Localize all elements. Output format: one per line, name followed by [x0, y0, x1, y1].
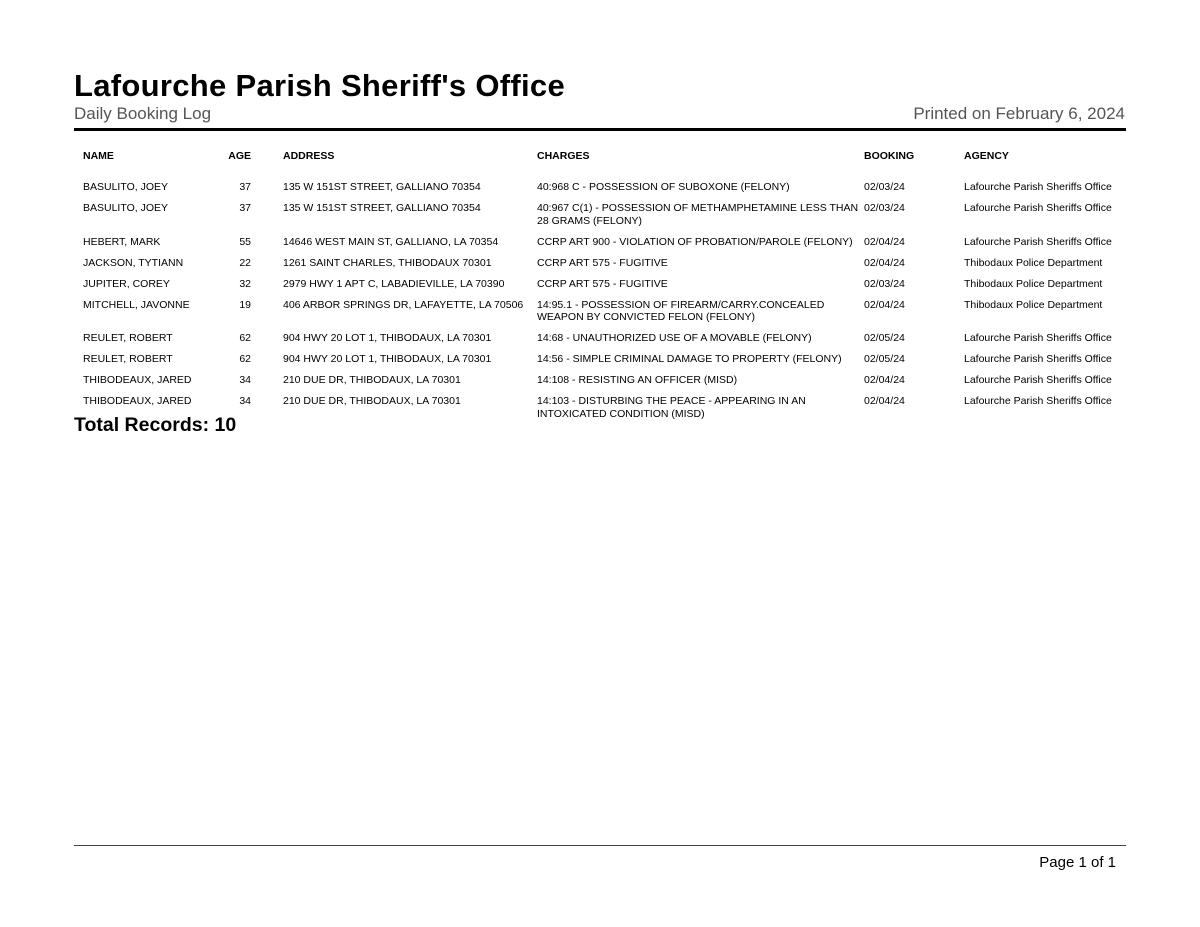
- cell-address: 1261 SAINT CHARLES, THIBODAUX 70301: [283, 256, 492, 269]
- column-header-age: AGE: [228, 150, 251, 162]
- cell-agency: Lafourche Parish Sheriffs Office: [964, 181, 1112, 193]
- column-header-agency: AGENCY: [964, 150, 1009, 162]
- printed-date: Printed on February 6, 2024: [913, 104, 1125, 123]
- table-row: [74, 295, 1134, 329]
- cell-age: 37: [239, 202, 251, 214]
- cell-booking-date: 02/04/24: [864, 395, 905, 407]
- cell-name: THIBODEAUX, JARED: [83, 395, 192, 407]
- cell-address: 210 DUE DR, THIBODAUX, LA 70301: [283, 374, 461, 386]
- cell-booking-date: 02/03/24: [864, 202, 905, 214]
- cell-age: 62: [239, 332, 251, 344]
- table-row: [74, 198, 1134, 232]
- column-header-address: ADDRESS: [283, 150, 335, 162]
- cell-age: 34: [239, 374, 251, 386]
- cell-name: JUPITER, COREY: [83, 277, 170, 290]
- table-row: [74, 370, 1134, 391]
- table-row: [74, 177, 1134, 198]
- cell-address: 210 DUE DR, THIBODAUX, LA 70301: [283, 395, 461, 407]
- report-subtitle: Daily Booking Log: [74, 104, 212, 123]
- cell-booking-date: 02/04/24: [864, 256, 905, 269]
- booking-table: [74, 142, 1134, 425]
- cell-agency: Thibodaux Police Department: [964, 298, 1103, 311]
- cell-charges: 40:968 C - POSSESSION OF SUBOXONE (FELONY): [537, 181, 790, 193]
- cell-booking-date: 02/04/24: [864, 235, 905, 248]
- cell-agency: Lafourche Parish Sheriffs Office: [964, 332, 1112, 344]
- cell-agency: Lafourche Parish Sheriffs Office: [964, 235, 1112, 248]
- cell-charges: 14:95.1 - POSSESSION OF FIREARM/CARRY.CONCEALED WEAPON BY CONVICTED FELON (FELONY): [537, 298, 825, 323]
- cell-name: THIBODEAUX, JARED: [83, 374, 192, 386]
- cell-charges: 14:56 - SIMPLE CRIMINAL DAMAGE TO PROPERTY (FELONY): [537, 353, 842, 365]
- table-row: [74, 253, 1134, 274]
- cell-agency: Lafourche Parish Sheriffs Office: [964, 374, 1112, 386]
- cell-age: 19: [239, 298, 251, 311]
- cell-charges: CCRP ART 575 - FUGITIVE: [537, 256, 668, 269]
- cell-age: 55: [239, 235, 251, 248]
- cell-address: 2979 HWY 1 APT C, LABADIEVILLE, LA 70390: [283, 277, 505, 290]
- cell-agency: Thibodaux Police Department: [964, 256, 1103, 269]
- table-row: [74, 274, 1134, 295]
- cell-name: REULET, ROBERT: [83, 353, 173, 365]
- cell-agency: Lafourche Parish Sheriffs Office: [964, 395, 1112, 407]
- cell-name: HEBERT, MARK: [83, 235, 161, 248]
- cell-address: 135 W 151ST STREET, GALLIANO 70354: [283, 181, 481, 193]
- cell-booking-date: 02/05/24: [864, 353, 905, 365]
- cell-booking-date: 02/05/24: [864, 332, 905, 344]
- cell-age: 62: [239, 353, 251, 365]
- cell-address: 904 HWY 20 LOT 1, THIBODAUX, LA 70301: [283, 353, 492, 365]
- header-divider: [74, 128, 1126, 131]
- cell-name: REULET, ROBERT: [83, 332, 173, 344]
- cell-booking-date: 02/04/24: [864, 298, 905, 311]
- column-header-charges: CHARGES: [537, 150, 590, 162]
- cell-age: 37: [239, 181, 251, 193]
- cell-address: 14646 WEST MAIN ST, GALLIANO, LA 70354: [283, 235, 499, 248]
- cell-age: 22: [239, 256, 251, 269]
- total-records: Total Records: 10: [74, 414, 237, 436]
- cell-agency: Thibodaux Police Department: [964, 277, 1103, 290]
- cell-charges: 14:108 - RESISTING AN OFFICER (MISD): [537, 374, 738, 386]
- cell-agency: Lafourche Parish Sheriffs Office: [964, 202, 1112, 214]
- table-header-row: [74, 142, 1134, 177]
- cell-age: 32: [239, 277, 251, 290]
- cell-address: 135 W 151ST STREET, GALLIANO 70354: [283, 202, 481, 214]
- cell-agency: Lafourche Parish Sheriffs Office: [964, 353, 1112, 365]
- cell-booking-date: 02/04/24: [864, 374, 905, 386]
- cell-address: 904 HWY 20 LOT 1, THIBODAUX, LA 70301: [283, 332, 492, 344]
- table-row: [74, 349, 1134, 370]
- column-header-booking: BOOKING: [864, 150, 915, 162]
- cell-charges: CCRP ART 900 - VIOLATION OF PROBATION/PAROLE (FELONY): [537, 235, 853, 248]
- cell-age: 34: [239, 395, 251, 407]
- table-row: [74, 232, 1134, 253]
- page-title: Lafourche Parish Sheriff's Office: [74, 68, 566, 103]
- table-row: [74, 328, 1134, 349]
- page-number: Page 1 of 1: [1039, 854, 1116, 871]
- cell-booking-date: 02/03/24: [864, 181, 905, 193]
- cell-charges: CCRP ART 575 - FUGITIVE: [537, 277, 668, 290]
- cell-charges: 14:103 - DISTURBING THE PEACE - APPEARING IN AN INTOXICATED CONDITION (MISD): [537, 395, 806, 420]
- cell-booking-date: 02/03/24: [864, 277, 905, 290]
- cell-name: JACKSON, TYTIANN: [83, 256, 184, 269]
- cell-name: BASULITO, JOEY: [83, 202, 168, 214]
- column-header-name: NAME: [83, 150, 114, 162]
- cell-address: 406 ARBOR SPRINGS DR, LAFAYETTE, LA 70506: [283, 298, 524, 311]
- cell-name: BASULITO, JOEY: [83, 181, 168, 193]
- cell-name: MITCHELL, JAVONNE: [83, 298, 190, 311]
- footer-divider: [74, 845, 1126, 846]
- cell-charges: 14:68 - UNAUTHORIZED USE OF A MOVABLE (FELONY): [537, 332, 812, 344]
- cell-charges: 40:967 C(1) - POSSESSION OF METHAMPHETAMINE LESS THAN 28 GRAMS (FELONY): [537, 202, 859, 227]
